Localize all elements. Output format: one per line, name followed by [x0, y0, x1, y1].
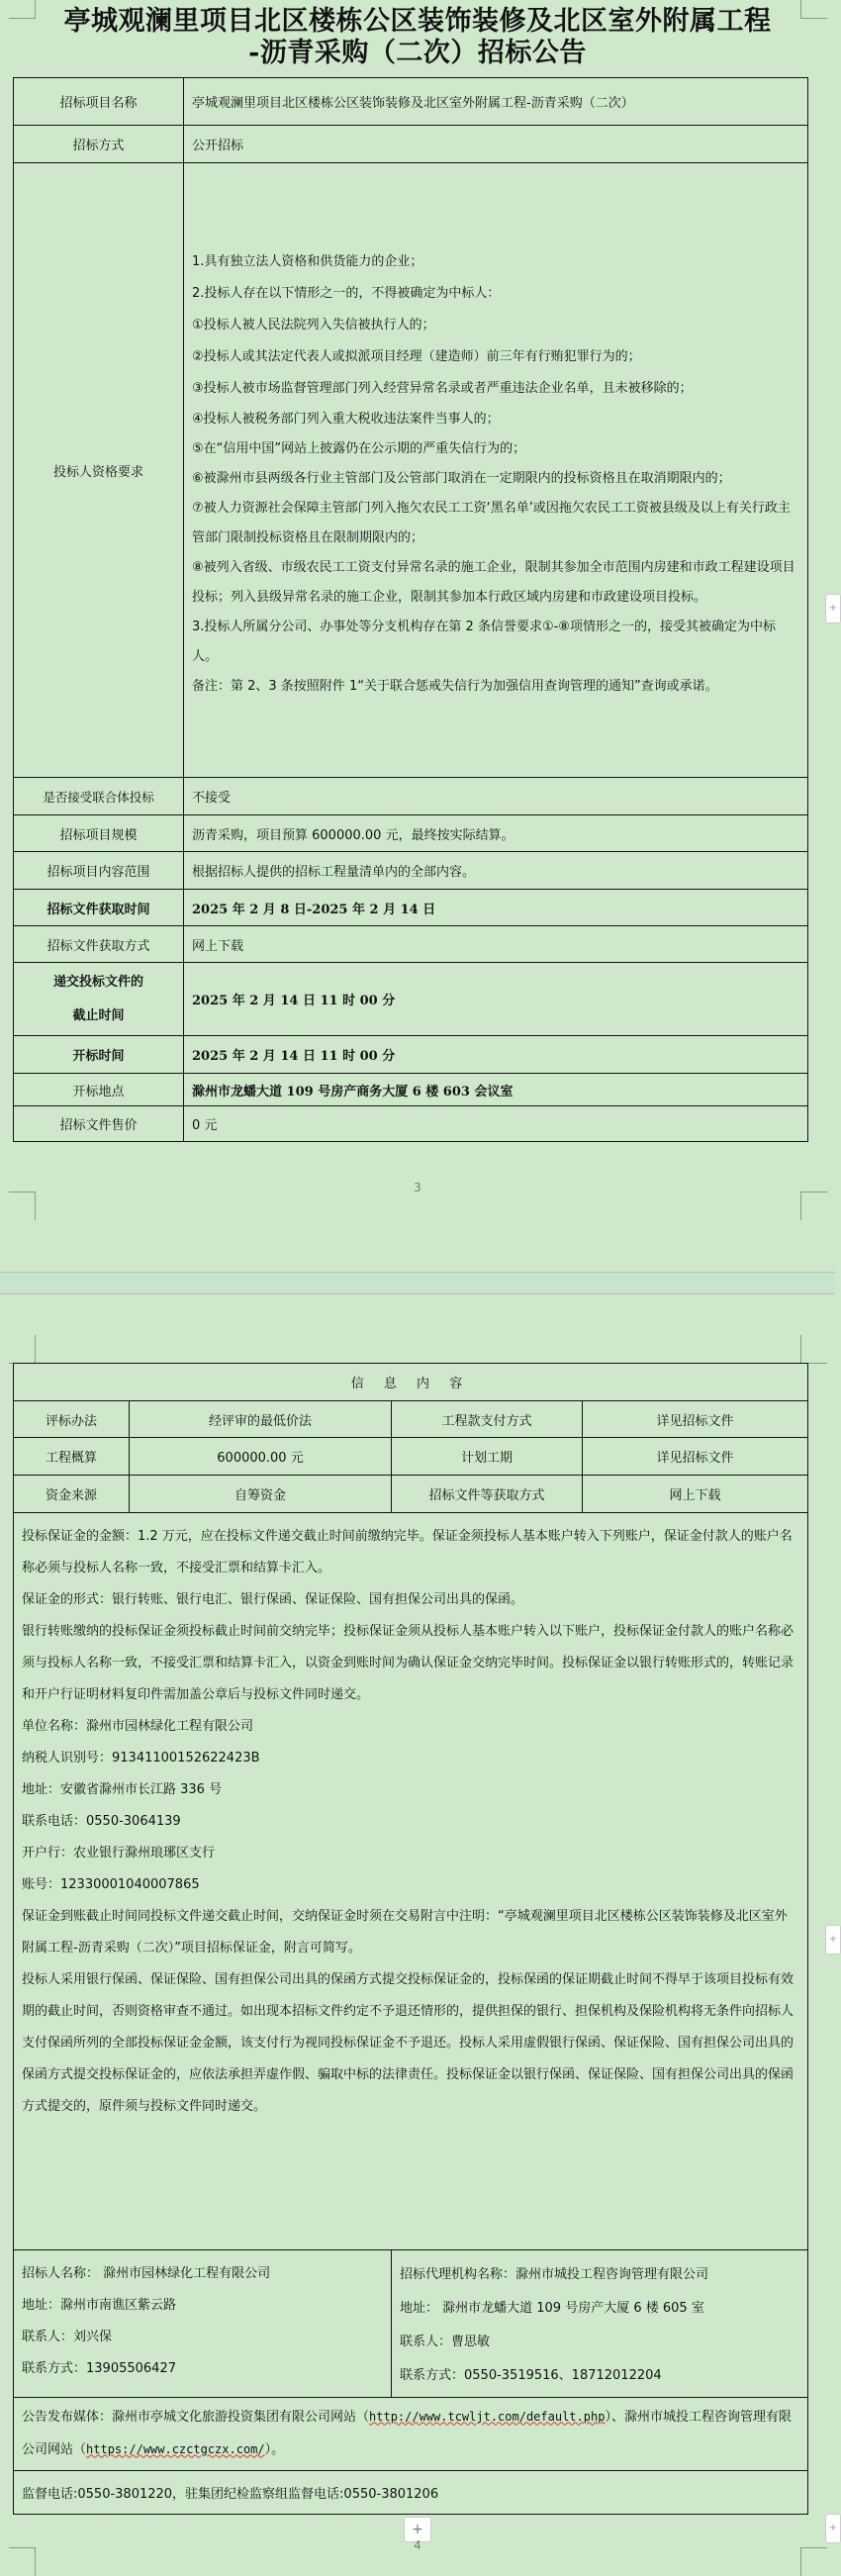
table-row	[14, 926, 808, 963]
page-number-3: 3	[414, 1181, 421, 1194]
row-value: 公开招标	[184, 126, 808, 163]
page-gap	[0, 1272, 835, 1294]
grid-cell: 网上下载	[583, 1476, 808, 1513]
table-row	[14, 778, 808, 815]
table-row	[14, 1438, 808, 1476]
side-resize-button[interactable]: +	[825, 2514, 841, 2543]
row-value: 2025 年 2 月 14 日 11 时 00 分	[184, 1036, 808, 1074]
table-row	[14, 1106, 808, 1142]
media-link-2[interactable]: https://www.czctgczx.com/	[86, 2441, 265, 2456]
qualification-item: ①投标人被人民法院列入失信被执行人的；	[192, 318, 435, 333]
media-prefix: 公告发布媒体：滁州市亭城文化旅游投资集团有限公司网站（	[22, 2409, 370, 2425]
side-expand-button[interactable]: +	[825, 1925, 841, 1955]
table-row	[14, 852, 808, 890]
row-label-line: 截止时间	[72, 1007, 125, 1023]
media-suffix: ）。	[264, 2441, 285, 2457]
grid-cell: 工程款支付方式	[392, 1401, 583, 1438]
crop-mark-bottom-right	[800, 1192, 827, 1220]
media-link-1[interactable]: http://www.tcwljt.com/default.php	[369, 2409, 606, 2424]
deposit-paragraph: 保证金的形式：银行转账、银行电汇、银行保函、保证保险、国有担保公司出具的保函。	[22, 1592, 524, 1607]
table-header-row	[14, 1364, 808, 1401]
tenderer-address: 地址：滁州市南谯区紫云路	[22, 2298, 177, 2313]
grid-cell: 自筹资金	[130, 1476, 392, 1513]
media-middle: ）、滁州市城投工程咨询管理有限公司网站（	[22, 2409, 792, 2457]
agency-address: 地址： 滁州市龙蟠大道 109 号房产大厦 6 楼 605 室	[400, 2301, 704, 2316]
page-number-4: 4	[414, 2538, 421, 2552]
row-label: 招标文件获取方式	[14, 926, 184, 963]
grid-cell: 经评审的最低价法	[130, 1401, 392, 1438]
table-row-qualifications	[14, 163, 808, 778]
row-value: 2025 年 2 月 8 日-2025 年 2 月 14 日	[184, 890, 808, 926]
row-label: 招标项目规模	[14, 815, 184, 852]
deposit-paragraph: 保证金到账截止时间同投标文件递交截止时间，交纳保证金时须在交易附言中注明：“亭城观澜里项目北区楼栋公区装饰装修及北区室外附属工程-沥青采购（二次）”项目招标保证金，附言可简写。	[22, 1909, 788, 1956]
qualification-item: ⑧被列入省级、市级农民工工资支付异常名录的施工企业，限制其参加全市范围内房建和市政工程建设项目投标；列入县级异常名录的施工企业，限制其参加本行政区域内房建和市政建设项目投标。	[192, 560, 795, 605]
deposit-paragraph: 投标人采用银行保函、保证保险、国有担保公司出具的保函方式提交投标保证金的，投标保函的保证期截止时间不得早于该项目投标有效期的截止时间，否则资格审查不通过。如出现本招标文件约定不予退还情形的，提供担保的银行、担保机构及保险机构将无条件向招标人支付保函所列的全部投标保证金金额，该支付行为视同投标保证金不予退还。投标人采用虚假银行保函、保证保险、国有担保公司出具的保函方式提交投标保证金的，应依法承担弄虚作假、骗取中标的法律责任。投标保证金以银行保函、保证保险、国有担保公司出具的保函方式提交的，原件须与投标文件同时递交。	[22, 1972, 794, 2114]
row-label: 开标时间	[14, 1036, 184, 1074]
deposit-paragraph: 纳税人识别号：91341100152622423B	[22, 1751, 260, 1765]
qualification-list	[184, 163, 808, 778]
grid-cell: 600000.00 元	[130, 1438, 392, 1476]
document-title	[0, 6, 835, 69]
table-row	[14, 1401, 808, 1438]
row-value: 2025 年 2 月 14 日 11 时 00 分	[184, 963, 808, 1036]
row-value: 滁州市龙蟠大道 109 号房产商务大厦 6 楼 603 会议室	[184, 1074, 808, 1106]
side-expand-button[interactable]: +	[825, 594, 841, 623]
table-row	[14, 78, 808, 126]
crop-mark-bottom-left	[9, 2547, 36, 2576]
deposit-paragraph: 银行转账缴纳的投标保证金须投标截止时间前交纳完毕；投标保证金须从投标人基本账户转入以下账户，投标保证金付款人的账户名称必须与投标人名称一致，不接受汇票和结算卡汇入，以资金到账时间为确认保证金交纳完毕时间。投标保证金以银行转账形式的，转账记录和开户行证明材料复印件需加盖公章后与投标文件同时递交。	[22, 1624, 794, 1702]
agency-name: 招标代理机构名称：滁州市城投工程咨询管理有限公司	[400, 2267, 709, 2282]
row-label-line: 递交投标文件的	[52, 974, 143, 990]
qualification-item: 1.具有独立法人资格和供货能力的企业；	[192, 254, 423, 269]
table-row	[14, 126, 808, 163]
tenderer-name: 招标人名称： 滁州市园林绿化工程有限公司	[22, 2266, 271, 2281]
row-label: 招标项目名称	[14, 78, 184, 126]
row-label: 招标项目内容范围	[14, 852, 184, 890]
tenderer-info	[14, 2250, 392, 2398]
qualification-item: ⑥被滁州市县两级各行业主管部门及公管部门取消在一定期限内的投标资格且在取消期限内的；	[192, 471, 731, 486]
row-label: 开标地点	[14, 1074, 184, 1106]
tender-info-table	[13, 77, 808, 1142]
grid-cell: 评标办法	[14, 1401, 130, 1438]
grid-cell: 资金来源	[14, 1476, 130, 1513]
supervision-phones: 监督电话:0550-3801220，驻集团纪检监察组监督电话:0550-3801206	[14, 2471, 808, 2515]
tenderer-contact: 联系人：刘兴保	[22, 2330, 113, 2344]
row-value: 0 元	[184, 1106, 808, 1142]
add-page-button[interactable]: +	[404, 2517, 431, 2542]
agency-phone: 联系方式：0550-3519516、18712012204	[400, 2368, 662, 2383]
qualification-item: ③投标人被市场监督管理部门列入经营异常名录或者严重违法企业名单，且未被移除的；	[192, 381, 693, 396]
grid-cell: 工程概算	[14, 1438, 130, 1476]
table-row	[14, 1074, 808, 1106]
row-value: 网上下载	[184, 926, 808, 963]
deposit-paragraph: 地址：安徽省滁州市长江路 336 号	[22, 1782, 223, 1797]
deposit-paragraph: 投标保证金的金额：1.2 万元，应在投标文件递交截止时间前缴纳完毕。保证金须投标人基本账户转入下列账户，保证金付款人的账户名称必须与投标人名称一致，不接受汇票和结算卡汇入。	[22, 1529, 793, 1575]
row-label: 招标文件售价	[14, 1106, 184, 1142]
crop-mark-top-left	[9, 1335, 36, 1364]
crop-mark-bottom-right	[800, 2547, 827, 2576]
row-label: 是否接受联合体投标	[14, 778, 184, 815]
table-row	[14, 963, 808, 1036]
crop-mark-top-right	[800, 1335, 827, 1364]
table-row	[14, 815, 808, 852]
deposit-paragraph: 开户行：农业银行滁州琅琊区支行	[22, 1846, 216, 1860]
deposit-paragraph: 单位名称：滁州市园林绿化工程有限公司	[22, 1719, 254, 1734]
publish-media	[14, 2398, 808, 2471]
supervision-row	[14, 2471, 808, 2515]
row-label: 招标方式	[14, 126, 184, 163]
row-value: 亭城观澜里项目北区楼栋公区装饰装修及北区室外附属工程-沥青采购（二次）	[184, 78, 808, 126]
table-row	[14, 890, 808, 926]
qualification-item: ②投标人或其法定代表人或拟派项目经理（建造师）前三年有行贿犯罪行为的；	[192, 349, 641, 364]
row-label: 投标人资格要求	[14, 163, 184, 778]
row-value: 根据招标人提供的招标工程量清单内的全部内容。	[184, 852, 808, 890]
row-label: 招标文件获取时间	[14, 890, 184, 926]
crop-mark-bottom-left	[9, 1192, 36, 1220]
contacts-row	[14, 2250, 808, 2398]
grid-cell: 详见招标文件	[583, 1401, 808, 1438]
info-content-table	[13, 1363, 808, 2515]
table-row	[14, 1036, 808, 1074]
qualification-item: ⑦被人力资源社会保障主管部门列入拖欠农民工工资‘黑名单’或因拖欠农民工工资被县级及以上有关行政主管部门限制投标资格且在限制期限内的；	[192, 501, 791, 545]
title-line-2: -沥青采购（二次）招标公告	[248, 38, 587, 68]
grid-cell: 计划工期	[392, 1438, 583, 1476]
grid-cell: 招标文件等获取方式	[392, 1476, 583, 1513]
media-text	[22, 2401, 799, 2466]
table-row	[14, 1476, 808, 1513]
qualification-item: 2.投标人存在以下情形之一的，不得被确定为中标人：	[192, 286, 501, 301]
tenderer-phone: 联系方式：13905506427	[22, 2361, 176, 2376]
media-row	[14, 2398, 808, 2471]
grid-cell: 详见招标文件	[583, 1438, 808, 1476]
deposit-paragraph: 联系电话：0550-3064139	[22, 1814, 181, 1829]
agency-info	[392, 2250, 808, 2398]
deposit-section-row	[14, 1513, 808, 2250]
row-label	[14, 963, 184, 1036]
qualification-item: ④投标人被税务部门列入重大税收违法案件当事人的；	[192, 412, 500, 427]
deposit-paragraph: 账号：12330001040007865	[22, 1877, 200, 1892]
qualification-item: ⑤在“信用中国”网站上披露仍在公示期的严重失信行为的；	[192, 441, 526, 456]
qualification-item: 备注：第 2、3 条按照附件 1“关于联合惩戒失信行为加强信用查询管理的通知”查询或承诺。	[192, 679, 718, 694]
title-line-1: 亭城观澜里项目北区楼栋公区装饰装修及北区室外附属工程	[63, 6, 772, 37]
row-value: 不接受	[184, 778, 808, 815]
table-header: 信 息 内 容	[14, 1364, 808, 1401]
agency-contact: 联系人：曹思敏	[400, 2335, 491, 2349]
deposit-section	[14, 1513, 808, 2250]
row-value: 沥青采购，项目预算 600000.00 元，最终按实际结算。	[184, 815, 808, 852]
qualification-item: 3.投标人所属分公司、办事处等分支机构存在第 2 条信誉要求①-⑧项情形之一的，接受其被确定为中标人。	[192, 620, 776, 664]
